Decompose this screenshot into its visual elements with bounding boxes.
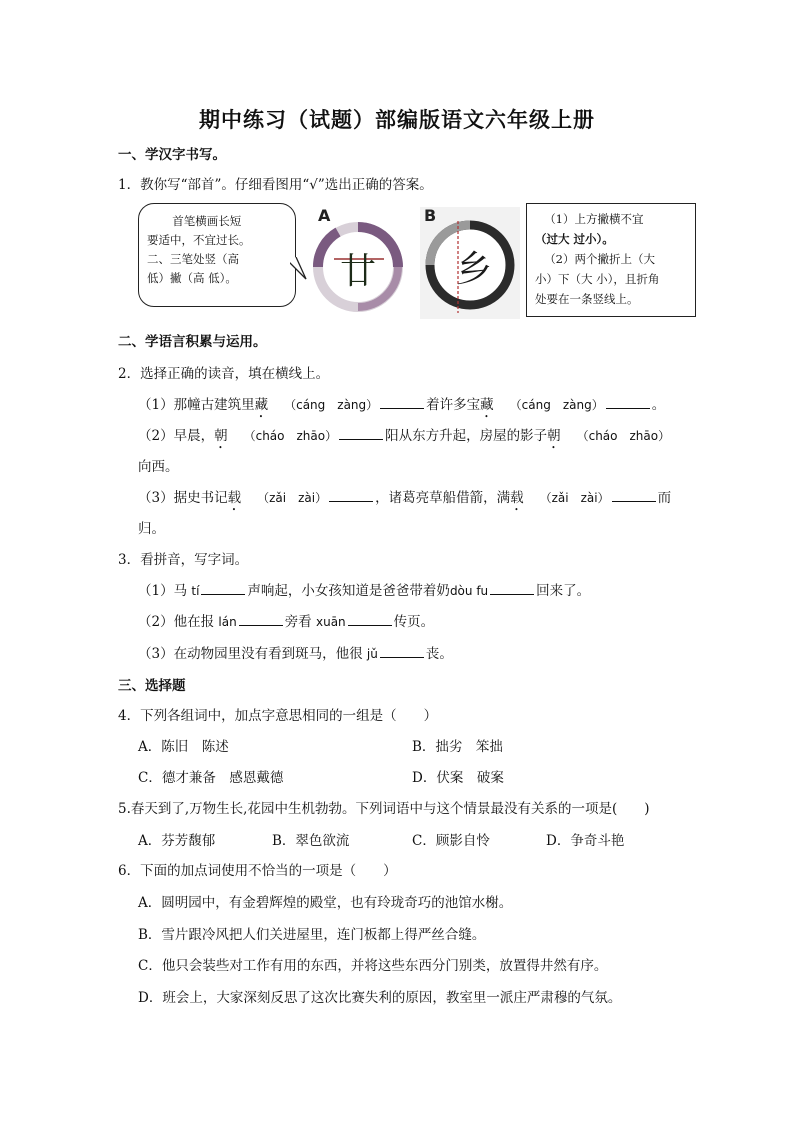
option-4b: B．拙劣 笨拙 (412, 739, 503, 755)
answer-blank[interactable] (329, 489, 373, 502)
answer-blank[interactable] (348, 613, 392, 626)
option-6c: C．他只会装些对工作有用的东西，并将这些东西分门别类，放置得井然有序。 (138, 958, 608, 974)
question-2: 2．选择正确的读音，填在横线上。 (118, 366, 330, 382)
answer-blank[interactable] (606, 396, 650, 409)
option-4d: D．伏案 破案 (412, 770, 504, 786)
question-2-3-cont: 归。 (138, 521, 165, 537)
answer-blank[interactable] (201, 582, 245, 595)
answer-blank[interactable] (239, 613, 283, 626)
option-6d: D．班会上，大家深刻反思了这次比赛失利的原因，教室里一派庄严肃穆的气氛。 (138, 990, 622, 1006)
label-a: A (318, 206, 331, 225)
answer-blank[interactable] (380, 645, 424, 658)
answer-blank[interactable] (339, 427, 383, 440)
option-6b: B．雪片跟冷风把人们关进屋里，连门板都上得严丝合缝。 (138, 927, 486, 943)
option-4c: C．德才兼备 感恩戴德 (138, 770, 284, 786)
option-5c: C．顾影自怜 (412, 833, 490, 849)
tip-box-b: （1）上方撇横不宜 （过大 过小）。 （2）两个撇折上（大 小）下（大 小），且折角 处要在一条竖线上。 (526, 203, 696, 317)
answer-blank[interactable] (490, 582, 534, 595)
option-5d: D．争奇斗艳 (546, 833, 625, 849)
answer-blank[interactable] (612, 489, 656, 502)
page-title: 期中练习（试题）部编版语文六年级上册 (199, 107, 595, 132)
tip-bubble-a: 首笔横画长短 要适中，不宜过长。 二、三笔处竖（高 低）撇（高 低）。 (138, 203, 296, 307)
option-5a: A．芬芳馥郁 (138, 833, 216, 849)
question-3: 3．看拼音，写字词。 (118, 552, 249, 568)
section-heading-1: 一、学汉字书写。 (118, 147, 226, 163)
question-3-3: （3）在动物园里没有看到斑马，他很 jǔ 丧。 (138, 646, 453, 662)
glyph-a: 廿 (339, 251, 377, 292)
question-2-1: （1）那幢古建筑里藏 （cáng zàng） 着许多宝藏 （cáng zàng） 。 (138, 397, 666, 413)
question-6: 6．下面的加点词使用不恰当的一项是（ ） (118, 863, 397, 879)
question-4: 4．下列各组词中，加点字意思相同的一组是（ ） (118, 708, 438, 724)
section-heading-2: 二、学语言积累与运用。 (118, 334, 267, 350)
character-figure-a (304, 203, 408, 321)
character-figure-b (418, 203, 522, 321)
question-5: 5.春天到了,万物生长,花园中生机勃勃。下列词语中与这个情景最没有关系的一项是( ) (118, 801, 650, 817)
option-4a: A．陈旧 陈述 (138, 739, 229, 755)
label-b: B (424, 206, 437, 225)
question-3-1: （1）马 tí 声响起，小女孩知道是爸爸带着奶dòu fu 回来了。 (138, 583, 591, 599)
answer-blank[interactable] (380, 396, 424, 409)
option-6a: A．圆明园中，有金碧辉煌的殿堂，也有玲珑奇巧的池馆水榭。 (138, 895, 513, 911)
question-2-3: （3）据史书记载 （zǎi zài） ，诸葛亮草船借箭，满载 （zǎi zài） 而 (138, 490, 672, 506)
question-3-2: （2）他在报 lán 旁看 xuān 传页。 (138, 614, 435, 630)
question-1: 1．教你写“部首”。仔细看图用“√”选出正确的答案。 (118, 177, 433, 193)
section-heading-3: 三、选择题 (118, 678, 186, 694)
option-5b: B．翠色欲流 (272, 833, 350, 849)
question-2-2-cont: 向西。 (138, 459, 179, 475)
question-2-2: （2）早晨，朝 （cháo zhāo） 阳从东方升起，房屋的影子朝 （cháo zhāo） (138, 428, 671, 444)
glyph-b: 乡 (455, 249, 493, 290)
